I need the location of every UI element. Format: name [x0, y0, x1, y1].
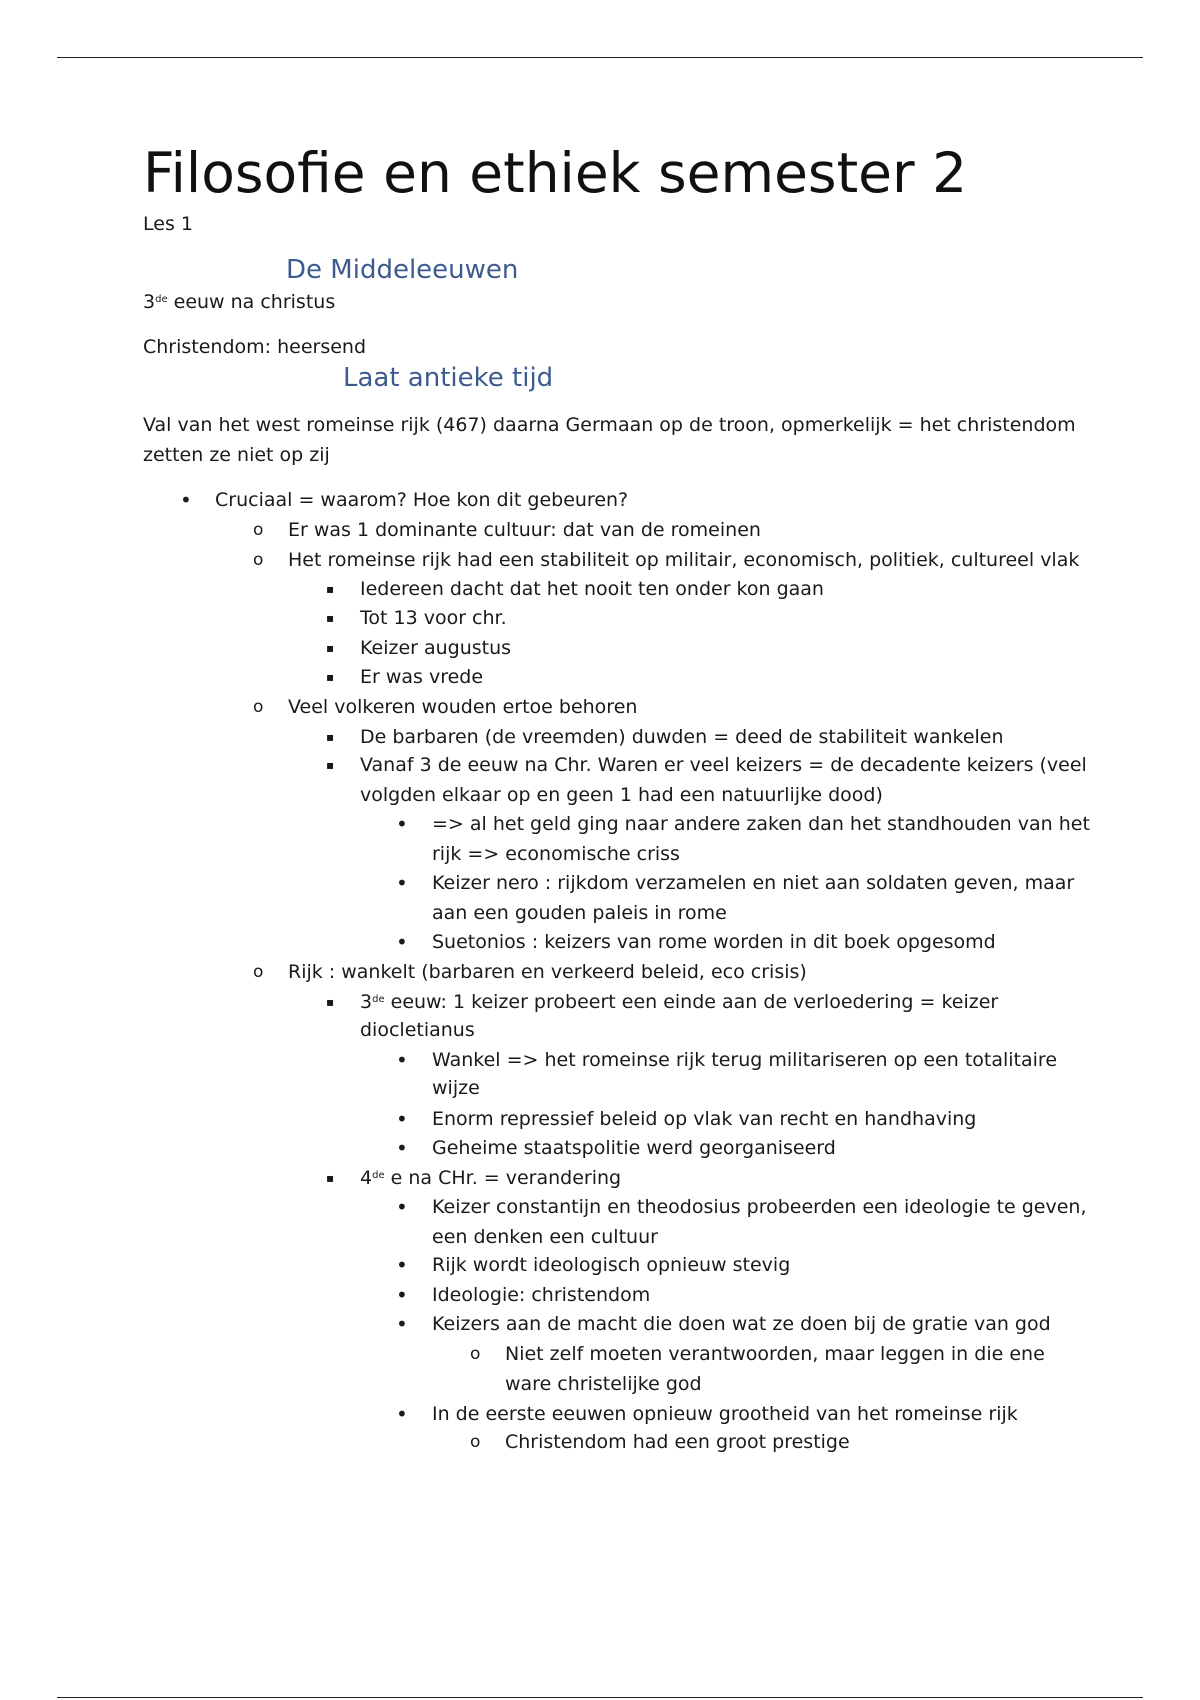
bullet-square: ▪	[326, 641, 335, 655]
century-superscript: de	[372, 994, 385, 1005]
lesson-label: Les 1	[143, 213, 193, 235]
intro-line-1: Val van het west romeinse rijk (467) daarna Germaan op de troon, opmerkelijk = het christendom	[143, 414, 1076, 436]
list-item-niet-line-1: Niet zelf moeten verantwoorden, maar leggen in die ene	[505, 1343, 1045, 1365]
bullet-disc: •	[396, 1402, 408, 1426]
century-line	[143, 290, 335, 314]
century-number: 4	[360, 1167, 373, 1189]
list-item-nero-line-1: Keizer nero : rijkdom verzamelen en niet aan soldaten geven, maar	[432, 872, 1075, 894]
christendom-line: Christendom: heersend	[143, 336, 367, 358]
century-number: 3	[360, 991, 373, 1013]
list-item-barbaren: De barbaren (de vreemden) duwden = deed de stabiliteit wankelen	[360, 726, 1004, 748]
century-number: 3	[143, 291, 156, 313]
bullet-circle: o	[253, 697, 264, 717]
bullet-square: ▪	[326, 758, 335, 772]
bullet-circle: o	[470, 1432, 481, 1452]
list-item-wankel-line-2: wijze	[432, 1077, 480, 1099]
list-item-cultuur: Er was 1 dominante cultuur: dat van de romeinen	[288, 519, 761, 541]
list-item-suetonios: Suetonios : keizers van rome worden in dit boek opgesomd	[432, 931, 996, 953]
list-item-volkeren: Veel volkeren wouden ertoe behoren	[288, 696, 638, 718]
list-item-ideologisch: Rijk wordt ideologisch opnieuw stevig	[432, 1254, 791, 1276]
list-item-ideologie: Ideologie: christendom	[432, 1284, 651, 1306]
bullet-disc: •	[396, 1312, 408, 1336]
list-item-prestige: Christendom had een groot prestige	[505, 1431, 850, 1453]
century-text: eeuw na christus	[167, 291, 336, 313]
heading-laat-antieke-tijd: Laat antieke tijd	[343, 363, 554, 393]
footer-rule	[57, 1697, 1143, 1698]
century-superscript: de	[155, 294, 168, 305]
list-item-3de-line-1	[360, 990, 998, 1014]
bullet-disc: •	[396, 1195, 408, 1219]
bullet-disc: •	[396, 1048, 408, 1072]
bullet-disc: •	[396, 871, 408, 895]
bullet-square: ▪	[326, 611, 335, 625]
list-item-eerste: In de eerste eeuwen opnieuw grootheid van het romeinse rijk	[432, 1403, 1018, 1425]
list-item-niet-line-2: ware christelijke god	[505, 1373, 702, 1395]
bullet-square: ▪	[326, 995, 335, 1009]
bullet-square: ▪	[326, 1171, 335, 1185]
list-item-geheime: Geheime staatspolitie werd georganiseerd	[432, 1137, 836, 1159]
list-item-keizers: Keizers aan de macht die doen wat ze doen bij de gratie van god	[432, 1313, 1051, 1335]
document-title: Filosofie en ethiek semester 2	[143, 141, 968, 205]
bullet-square: ▪	[326, 582, 335, 596]
list-item-vanaf-line-2: volgden elkaar op en geen 1 had een natuurlijke dood)	[360, 784, 883, 806]
century-superscript: de	[372, 1170, 385, 1181]
bullet-circle: o	[470, 1344, 481, 1364]
list-item-vrede: Er was vrede	[360, 666, 484, 688]
bullet-circle: o	[253, 520, 264, 540]
bullet-disc: •	[396, 1253, 408, 1277]
bullet-disc: •	[396, 812, 408, 836]
bullet-square: ▪	[326, 730, 335, 744]
list-item-constantijn-line-1: Keizer constantijn en theodosius probeerden een ideologie te geven,	[432, 1196, 1087, 1218]
list-item-geld-line-2: rijk => economische criss	[432, 843, 680, 865]
list-item-wankel-line-1: Wankel => het romeinse rijk terug militariseren op een totalitaire	[432, 1049, 1058, 1071]
bullet-disc: •	[396, 1107, 408, 1131]
list-item-tot13: Tot 13 voor chr.	[360, 607, 507, 629]
bullet-disc: •	[396, 1283, 408, 1307]
header-rule	[57, 57, 1143, 58]
bullet-circle: o	[253, 550, 264, 570]
list-item-stabiliteit: Het romeinse rijk had een stabiliteit op militair, economisch, politiek, cultureel vlak	[288, 549, 1080, 571]
heading-middeleeuwen: De Middeleeuwen	[286, 255, 519, 285]
list-item-constantijn-line-2: een denken een cultuur	[432, 1226, 658, 1248]
bullet-circle: o	[253, 962, 264, 982]
bullet-square: ▪	[326, 670, 335, 684]
list-item-augustus: Keizer augustus	[360, 637, 512, 659]
list-item-geld-line-1: => al het geld ging naar andere zaken dan het standhouden van het	[432, 813, 1090, 835]
list-item-vanaf-line-1: Vanaf 3 de eeuw na Chr. Waren er veel keizers = de decadente keizers (veel	[360, 754, 1087, 776]
bullet-disc: •	[180, 488, 192, 512]
list-item-iedereen: Iedereen dacht dat het nooit ten onder kon gaan	[360, 578, 824, 600]
list-item-rijk: Rijk : wankelt (barbaren en verkeerd beleid, eco crisis)	[288, 961, 807, 983]
list-item-repressief: Enorm repressief beleid op vlak van recht en handhaving	[432, 1108, 977, 1130]
bullet-disc: •	[396, 930, 408, 954]
list-item-4de	[360, 1166, 621, 1190]
century-text: eeuw: 1 keizer probeert een einde aan de verloedering = keizer	[384, 991, 999, 1013]
century-text: e na CHr. = verandering	[384, 1167, 622, 1189]
list-item-nero-line-2: aan een gouden paleis in rome	[432, 902, 727, 924]
list-item-cruciaal: Cruciaal = waarom? Hoe kon dit gebeuren?	[215, 489, 629, 511]
bullet-disc: •	[396, 1136, 408, 1160]
intro-line-2: zetten ze niet op zij	[143, 444, 330, 466]
list-item-3de-line-2: diocletianus	[360, 1019, 475, 1041]
